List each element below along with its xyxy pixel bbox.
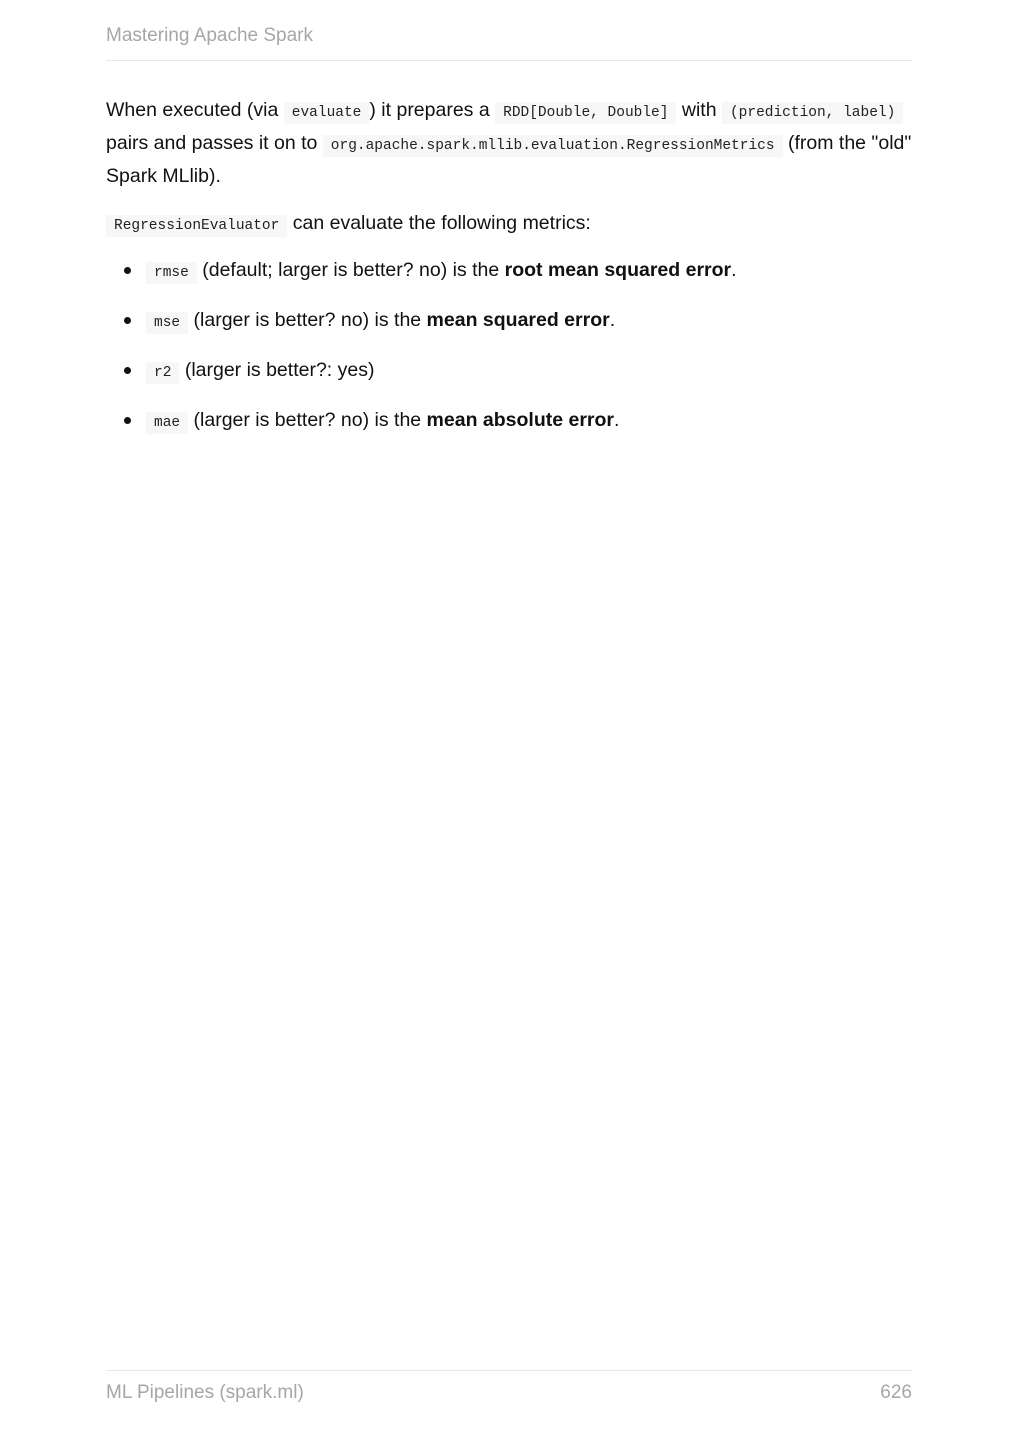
- paragraph-evaluate-description: [106, 95, 912, 191]
- inline-code-prediction-label: (prediction, label): [722, 102, 903, 124]
- metric-name: mean squared error: [426, 309, 610, 331]
- paragraph-metrics-intro: [106, 208, 912, 241]
- page-number: 626: [880, 1382, 912, 1403]
- sentence-end: .: [614, 409, 620, 431]
- metric-description: (default; larger is better? no) is the: [196, 259, 505, 281]
- text-run: pairs and passes it on to: [106, 132, 323, 154]
- sentence-end: .: [609, 309, 616, 331]
- list-item-rmse: [106, 255, 912, 288]
- inline-code-metric: mse: [146, 312, 188, 334]
- inline-code-rdd-type: RDD[Double, Double]: [495, 102, 676, 124]
- text-run: (from the "old" Spark MLlib).: [106, 132, 912, 187]
- list-item-r2: [106, 355, 912, 388]
- page-header: [106, 24, 912, 61]
- metric-description: (larger is better? no) is the: [188, 409, 427, 431]
- metric-description: (larger is better?: yes): [179, 359, 375, 381]
- text-run: When executed (via: [106, 99, 284, 121]
- page-content: [106, 95, 912, 455]
- list-item-mae: [106, 405, 912, 438]
- bullet-icon: [124, 267, 131, 274]
- list-item-mse: [106, 305, 912, 338]
- inline-code-metric: rmse: [146, 262, 197, 284]
- footer-chapter-title: ML Pipelines (spark.ml): [106, 1382, 304, 1403]
- bullet-icon: [124, 317, 131, 324]
- text-run: can evaluate the following metrics:: [287, 212, 591, 234]
- inline-code-regression-metrics: org.apache.spark.mllib.evaluation.RegressionMetrics: [323, 135, 783, 157]
- inline-code-evaluate: evaluate: [284, 102, 370, 124]
- sentence-end: .: [731, 259, 737, 281]
- text-run: ) it prepares a: [369, 99, 496, 121]
- inline-code-metric: r2: [146, 362, 179, 384]
- bullet-icon: [124, 417, 131, 424]
- running-title: Mastering Apache Spark: [106, 25, 314, 46]
- metric-description: (larger is better? no) is the: [188, 309, 427, 331]
- page-footer: [106, 1370, 912, 1405]
- metrics-list: [106, 255, 912, 438]
- bullet-icon: [124, 367, 131, 374]
- metric-name: root mean squared error: [504, 259, 732, 281]
- metric-name: mean absolute error: [426, 409, 615, 431]
- inline-code-metric: mae: [146, 412, 188, 434]
- text-run: with: [676, 99, 722, 121]
- inline-code-regression-evaluator: RegressionEvaluator: [106, 215, 287, 237]
